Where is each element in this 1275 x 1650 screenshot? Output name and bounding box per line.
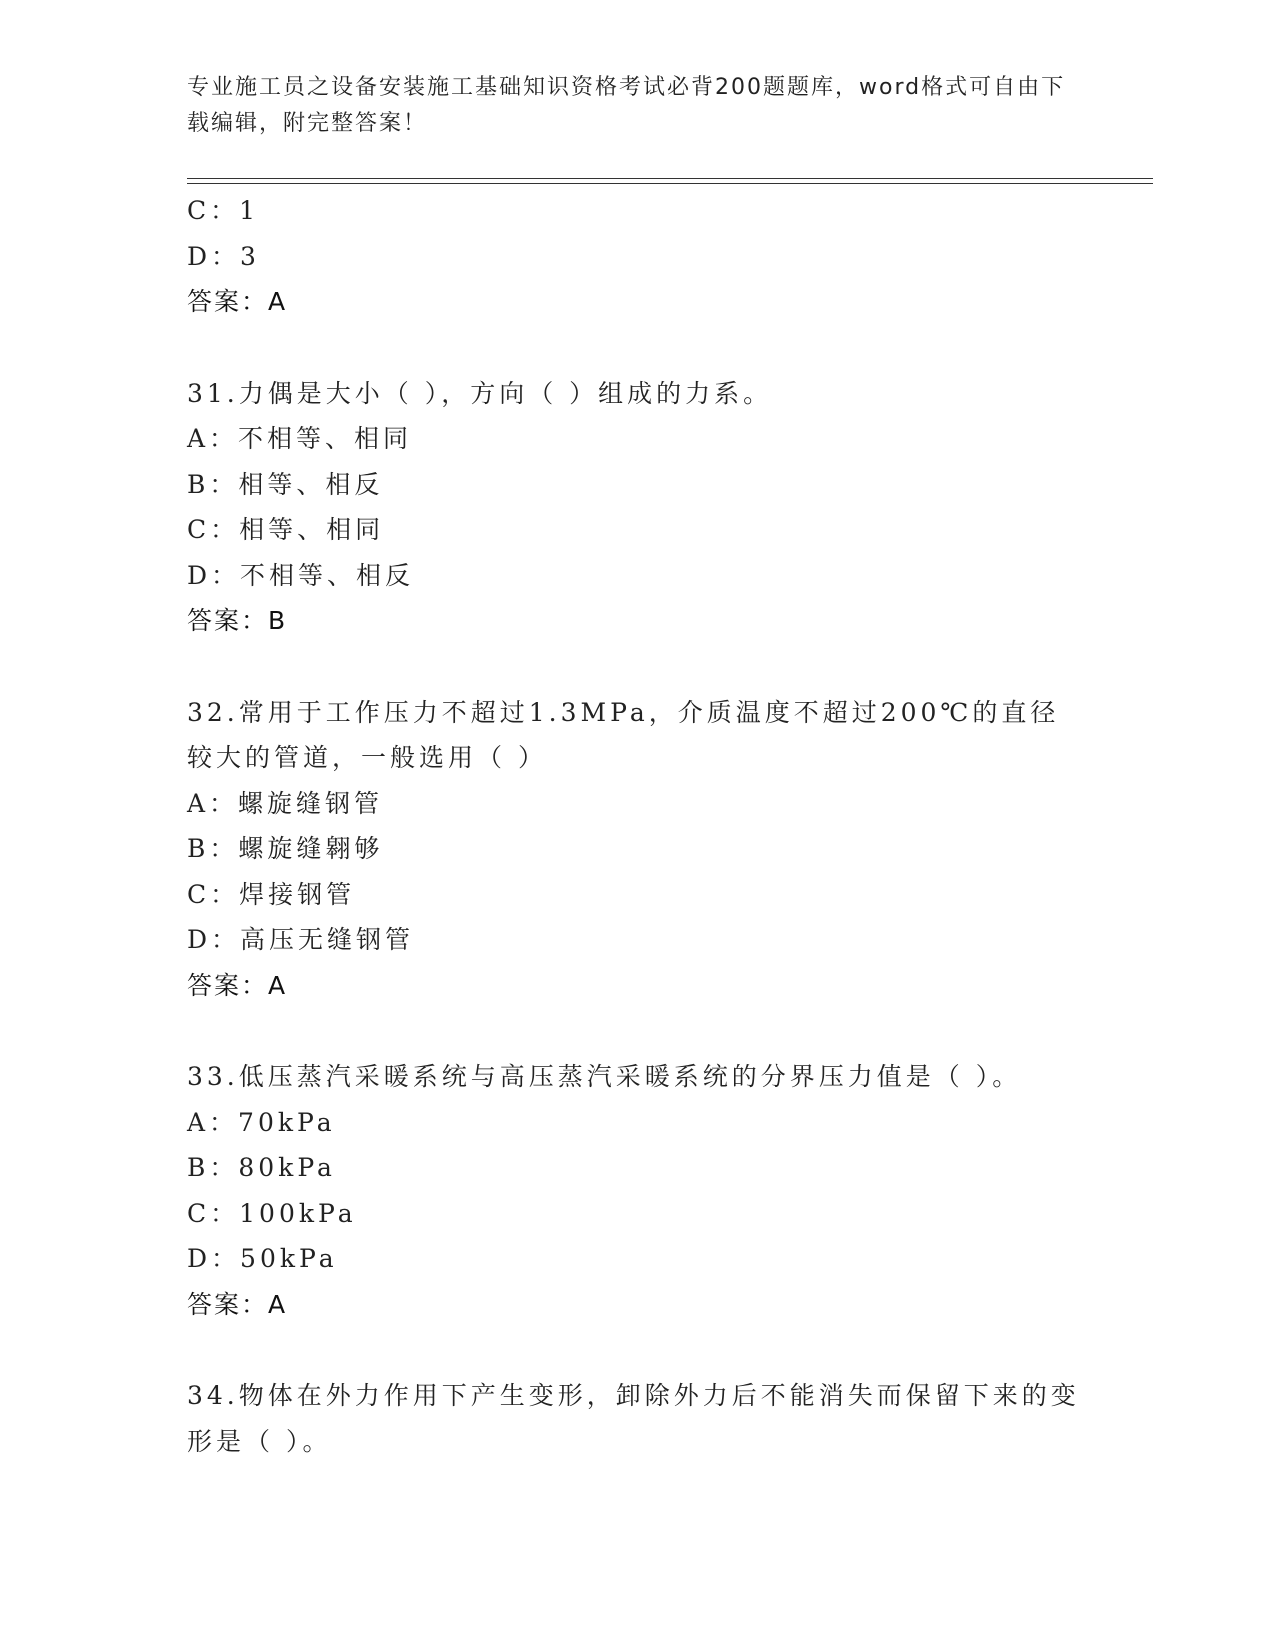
option-b: B：80kPa: [187, 1153, 336, 1182]
question-32-text: 32.常用于工作压力不超过1.3MPa，介质温度不超过200℃的直径较大的管道，一般选用（ ）: [187, 697, 1060, 772]
answer-line: 答案：B: [187, 606, 288, 635]
answer-line: 答案：A: [187, 287, 288, 316]
option-d: D：不相等、相反: [187, 560, 415, 590]
option-c: C：焊接钢管: [187, 879, 356, 909]
document-header: 专业施工员之设备安装施工基础知识资格考试必背200题题库，word格式可自由下载编辑，附完整答案！: [187, 75, 1066, 136]
header-divider-bottom: [187, 183, 1153, 184]
option-c: C：1: [187, 196, 260, 225]
option-b: B：相等、相反: [187, 469, 384, 499]
answer-line: 答案：A: [187, 970, 288, 1000]
option-a: A：不相等、相同: [187, 424, 413, 453]
option-b: B：螺旋缝翱够: [187, 834, 384, 863]
option-a: A：螺旋缝钢管: [187, 788, 384, 818]
option-d: D：50kPa: [187, 1244, 338, 1273]
option-a: A：70kPa: [187, 1107, 336, 1137]
option-d: D：3: [187, 241, 260, 271]
option-d: D：高压无缝钢管: [187, 925, 415, 954]
question-content: [187, 188, 1087, 1464]
question-31-text: 31.力偶是大小（ ），方向（ ）组成的力系。: [187, 378, 773, 408]
header-divider-top: [187, 178, 1153, 179]
question-34-text: 34.物体在外力作用下产生变形，卸除外力后不能消失而保留下来的变形是（ ）。: [187, 1381, 1080, 1456]
option-c: C：100kPa: [187, 1198, 357, 1228]
answer-line: 答案：A: [187, 1289, 288, 1319]
question-33-text: 33.低压蒸汽采暖系统与高压蒸汽采暖系统的分界压力值是（ ）。: [187, 1062, 1022, 1091]
option-c: C：相等、相同: [187, 515, 385, 544]
